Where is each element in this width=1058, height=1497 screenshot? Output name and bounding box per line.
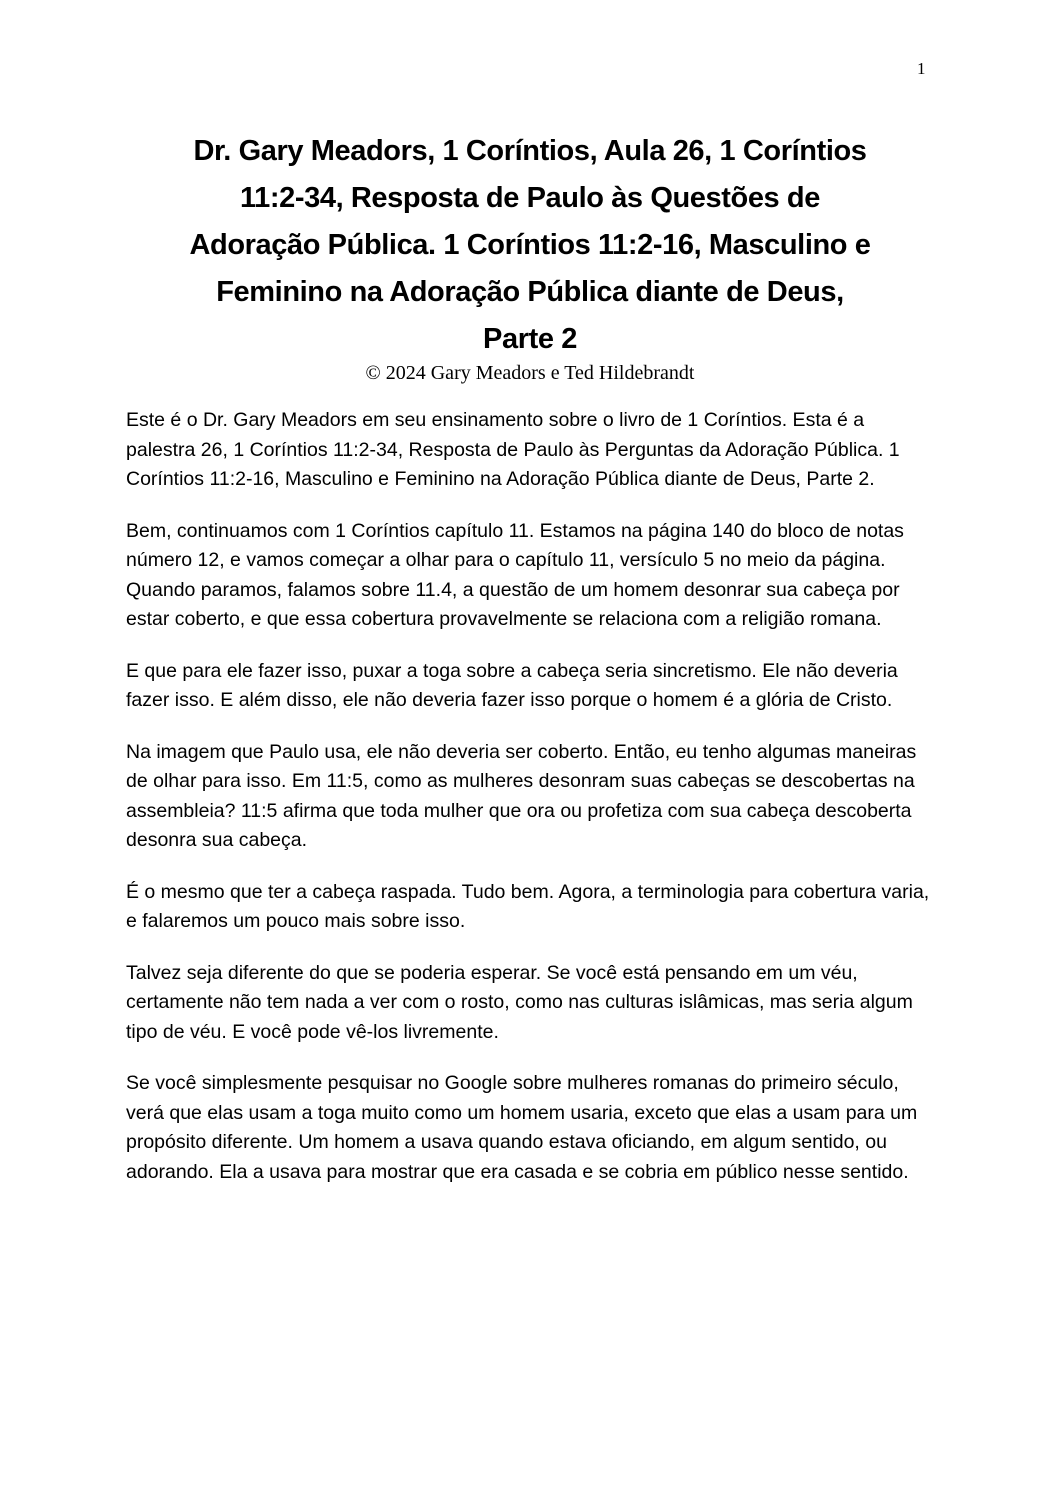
title-line: Parte 2 <box>483 323 577 355</box>
page-number: 1 <box>917 59 926 78</box>
document-body <box>126 406 934 1187</box>
title-line: 11:2-34, Resposta de Paulo às Questões de <box>240 182 820 214</box>
title-line: Feminino na Adoração Pública diante de Deus, <box>216 276 844 308</box>
paragraph: E que para ele fazer isso, puxar a toga sobre a cabeça seria sincretismo. Ele não deveria fazer isso. E além disso, ele não deveria fazer isso porque o homem é a glória de Cristo. <box>126 659 898 711</box>
copyright-line: © 2024 Gary Meadors e Ted Hildebrandt <box>365 362 695 384</box>
paragraph: É o mesmo que ter a cabeça raspada. Tudo bem. Agora, a terminologia para cobertura varia, e falaremos um pouco mais sobre isso. <box>126 880 930 932</box>
title-line: Adoração Pública. 1 Coríntios 11:2-16, Masculino e <box>189 229 871 261</box>
title-line: Dr. Gary Meadors, 1 Coríntios, Aula 26, 1 Coríntios <box>193 135 867 167</box>
document-title <box>126 128 934 363</box>
paragraph: Na imagem que Paulo usa, ele não deveria ser coberto. Então, eu tenho algumas maneiras de olhar para isso. Em 11:5, como as mulheres desonram suas cabeças se descobertas na assembleia? 11:5 afirma que toda mulher que ora ou profetiza com sua cabeça descoberta desonra sua cabeça. <box>126 740 917 851</box>
paragraph: Este é o Dr. Gary Meadors em seu ensinamento sobre o livro de 1 Coríntios. Esta é a palestra 26, 1 Coríntios 11:2-34, Resposta de Paulo às Perguntas da Adoração Pública. 1 Coríntios 11:2-16, Masculino e Feminino na Adoração Pública diante de Deus, Parte 2. <box>126 409 900 490</box>
paragraph: Talvez seja diferente do que se poderia esperar. Se você está pensando em um véu, certamente não tem nada a ver com o rosto, como nas culturas islâmicas, mas seria algum tipo de véu. E você pode vê-los livremente. <box>126 961 913 1043</box>
paragraph: Bem, continuamos com 1 Coríntios capítulo 11. Estamos na página 140 do bloco de notas número 12, e vamos começar a olhar para o capítulo 11, versículo 5 no meio da página. Quando paramos, falamos sobre 11.4, a questão de um homem desonrar sua cabeça por estar coberto, e que essa cobertura provavelmente se relaciona com a religião romana. <box>126 519 904 630</box>
page-content <box>126 0 934 1209</box>
paragraph: Se você simplesmente pesquisar no Google sobre mulheres romanas do primeiro século, verá que elas usam a toga muito como um homem usaria, exceto que elas a usam para um propósito diferente. Um homem a usava quando estava oficiando, em algum sentido, ou adorando. Ela a usava para mostrar que era casada e se cobria em público nesse sentido. <box>126 1072 918 1183</box>
